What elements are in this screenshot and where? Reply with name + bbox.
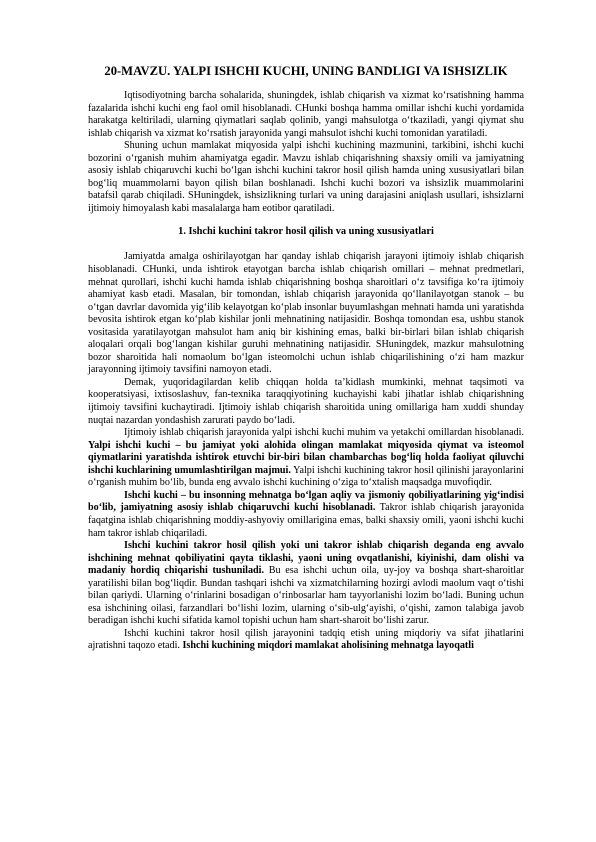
paragraph <box>88 427 524 490</box>
paragraph-text: Yalpi ishchi kuchining takror hosil qilinishi jarayonlarini o‘rganish muhim bo‘lib, bunda eng avvalo ishchi kuchining o‘ziga to‘xtalish maqsadga muvofiqdir. <box>88 464 524 489</box>
bold-definition-text: Yalpi ishchi kuchi – bu jamiyat yoki alohida olingan mamlakat miqyosida qiymat va isteomol qiymatlarini yaratishda ishtirok etuvchi bir-biri bilan chambarchas bog‘liq holda faoliyat qiluvchi ishchi kuchlarining umumlashtirilgan majmui. <box>88 439 524 476</box>
paragraph-text: Jamiyatda amalga oshirilayotgan har qanday ishlab chiqarish jarayoni ijtimoiy ishlab chiqarish hisoblanadi. CHunki, unda ishtirok etayotgan barcha ishlab chiqarish omillari – mehnat predmetlari, mehnat qurollari, ishchi kuchi hamda ishlab chiqarishning boshqa sharoitlari o‘z tavsifiga ko‘ra ijtimoiy ahamiyat kasb etadi. Masalan, bir tomondan, ishlab chiqarish jarayonida qo‘llanilayotgan stanok – bu o‘tgan davrlar davomida yig‘ilib kelayotgan ko‘plab insonlar buyumlashgan mehnati hamda uni yaratishda bevosita ishtirok etgan ko‘plab kishilar jonli mehnatining natijasidir. Boshqa tomondan esa, ushbu stanok vositasida yaratilayotgan mahsulot ham aniq bir kishining emas, balki bir-birlari bilan ishlab chiqarish aloqalari orqali bog‘langan kishilar guruhi mehnatining natijasidir. SHuningdek, mazkur mahsulotning bozor sharoitida hali nomaolum bo‘lgan isteomolchi uchun ishlab chiqarilishining o‘zi ham mazkur jarayonning ijtimoiy tavsifini namoyon etadi. <box>88 251 524 376</box>
paragraph <box>88 251 524 376</box>
paragraph-text: Ijtimoiy ishlab chiqarish jarayonida yalpi ishchi kuchi muhim va yetakchi omillardan hisoblanadi. <box>124 427 524 439</box>
bold-definition-text: Ishchi kuchi – bu insonning mehnatga bo‘lgan aqliy va jismoniy qobiliyatlarining yig‘indisi bo‘lib, jamiyatning asosiy ishlab chiqaruvchi kuchi hisoblanadi. <box>88 489 524 514</box>
paragraph-text: Ishchi kuchini takror hosil qilish jarayonini tadqiq etish uning miqdoriy va sifat jihatlarini ajratishni taqozo etadi. <box>88 627 524 652</box>
paragraph <box>88 140 524 215</box>
paragraph-text: Iqtisodiyotning barcha sohalarida, shuningdek, ishlab chiqarish va xizmat ko‘rsatishning hamma fazalarida ishchi kuchi eng faol omil hisoblanadi. CHunki boshqa hamma omillar ishchi kuchi yordamida harakatga keltiriladi, ularning qiymatlari saqlab qolinib, yangi mahsulotga o‘tkaziladi, yangi qiymat shu ishlab chiqarish va xizmat ko‘rsatish jarayonida yangi mahsulot ishchi kuchi tomonidan yaratiladi. <box>88 90 524 139</box>
paragraph <box>88 377 524 427</box>
intro-section <box>88 90 524 215</box>
paragraph <box>88 540 524 628</box>
bold-definition-text: Ishchi kuchini takror hosil qilish yoki uni takror ishlab chiqarish deganda eng avvalo ishchining mehnat qobiliyatini qayta tiklashi, yaoni uning ovqatlanishi, kiyinishi, dam olishi va madaniy hordiq chiqarishi tushuniladi. <box>88 540 524 577</box>
paragraph-text: Bu esa ishchi uchun oila, uy-joy va boshqa shart-sharoitlar yaratilishi bilan bog‘liqdir. Bundan tashqari ishchi va xizmatchilarning hozirgi avlodi maolum vaqt o‘tishi bilan qariydi. Ularning o‘rinlarini bosadigan o‘rinbosarlar ham tayyorlanishi lozim bo‘ladi. Buning uchun esa ishchining oilasi, farzandlari bo‘lishi lozim, ularning o‘sib-ulg‘ayishi, o‘qishi, zamon talabiga javob beradigan ishchi kuchi sifatida kamol topishi uchun ham shart-sharoit bo‘lishi zarur. <box>88 565 524 627</box>
paragraph <box>88 628 524 653</box>
paragraph-text: Shuning uchun mamlakat miqyosida yalpi ishchi kuchining mazmunini, tarkibini, ishchi kuchi bozorini o‘rganish muhim ahamiyatga egadir. Mavzu ishlab chiqarishning shaxsiy omili va jamiyatning asosiy ishlab chiqaruvchi kuchi bo‘lgan ishchi kuchini takror hosil qilish hamda uning xususiyatlari bilan bog‘liq muammolarni bayon qilish bilan boshlanadi. Ishchi kuchi bozori va ishsizlik muammolarini batafsil qarab chiqiladi. SHuningdek, ishsizlikning turlari va uning darajasini aniqlash usullari, ishsizlarni ijtimoiy himoyalash kabi masalalarga ham eotibor qaratiladi. <box>88 140 524 214</box>
document-title: 20-MAVZU. YALPI ISHCHI KUCHI, UNING BANDLIGI VA ISHSIZLIK <box>104 64 508 78</box>
bold-definition-text: Ishchi kuchining miqdori mamlakat aholisining mehnatga layoqatli <box>182 640 474 652</box>
paragraph <box>88 490 524 540</box>
paragraph <box>88 90 524 140</box>
document-page <box>88 64 524 653</box>
paragraph-text: Demak, yuqoridagilardan kelib chiqqan holda ta’kidlash mumkinki, mehnat taqsimoti va kooperatsiyasi, ixtisoslashuv, fan-texnika taraqqiyotining kuchayishi kabi jihatlar ishlab chiqarishning ijtimoiy tavsifini kuchaytiradi. Ijtimoiy ishlab chiqarish sharoitida uning omillariga ham xuddi shunday nuqtai nazardan yondashish zarurati paydo bo‘ladi. <box>88 376 524 426</box>
section-body <box>88 251 524 653</box>
section-heading: 1. Ishchi kuchini takror hosil qilish va uning xususiyatlari <box>178 226 434 238</box>
paragraph-text: Takror ishlab chiqarish jarayonida faqatgina ishlab chiqarishning moddiy-ashyoviy omillarigina emas, balki shaxsiy omili, yaoni ishchi kuchi ham takror ishlab chiqariladi. <box>88 502 524 539</box>
